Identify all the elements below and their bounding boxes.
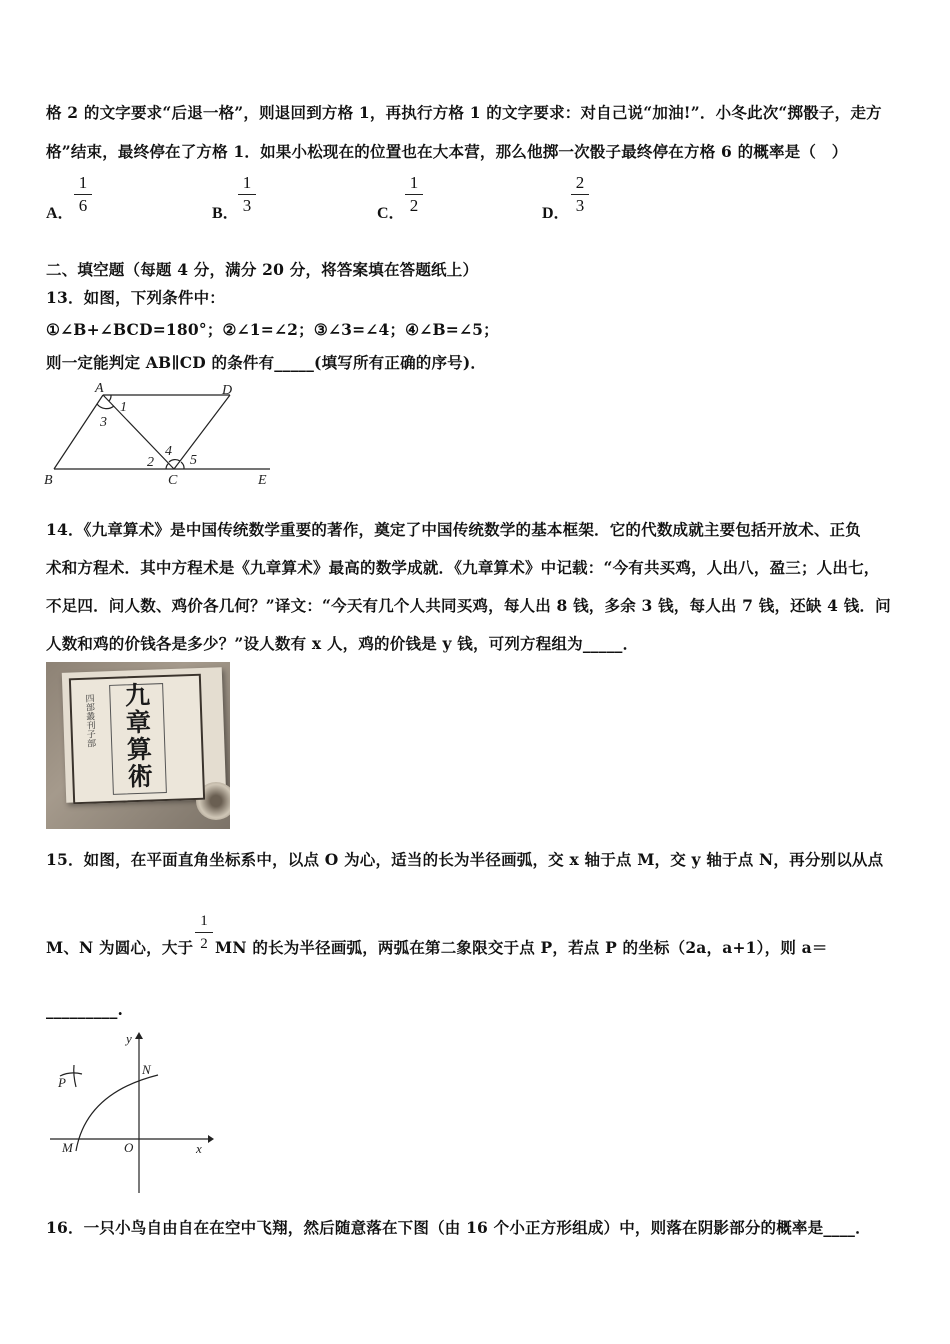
label-angle-2: 2: [147, 455, 154, 470]
book-title-char-1: 九: [124, 680, 151, 711]
label-angle-1: 1: [120, 400, 127, 415]
option-d-fraction: [571, 172, 589, 217]
q14-text-line3: 不足四．问人数、鸡价各几何？”译文：“今天有几个人共同买鸡，每人出 8 钱，多余 3 钱，每人出 7 钱，还缺 4 钱．问: [46, 596, 891, 615]
option-c-fraction: [405, 172, 423, 217]
arc-p-2: [74, 1065, 76, 1087]
option-a-fraction: [74, 172, 92, 217]
y-axis-arrow: [135, 1032, 143, 1039]
line-dc: [174, 395, 230, 469]
option-b-numerator: 1: [238, 172, 256, 195]
label-m: M: [62, 1140, 73, 1155]
book-cover: [69, 674, 205, 805]
q16-text-line1: 16．一只小鸟自由自在在空中飞翔，然后随意落在下图（由 16 个小正方形组成）中，则落在阴影部分的概率是____．: [46, 1218, 871, 1237]
q15-figure: [46, 1025, 216, 1200]
label-angle-5: 5: [190, 453, 197, 468]
q14-text-line4: 人数和鸡的价钱各是多少？”设人数有 x 人，鸡的价钱是 y 钱，可列方程组为_____．: [46, 634, 639, 653]
label-o: O: [124, 1140, 134, 1155]
q14-text-line2: 术和方程术．其中方程术是《九章算术》最高的数学成就．《九章算术》中记载：“今有共买鸡，人出八，盈三；人出七，: [46, 558, 880, 577]
label-angle-4: 4: [165, 444, 172, 459]
label-x: x: [196, 1141, 202, 1156]
option-d-denominator: 3: [575, 196, 585, 215]
book-side-label: 四部叢刊子部: [83, 693, 96, 748]
book-photo: [46, 662, 230, 829]
book-title-char-4: 術: [127, 761, 154, 792]
option-d-label: D．: [542, 205, 570, 222]
section-heading: 二、填空题（每题 4 分，满分 20 分，将答案填在答题纸上）: [46, 260, 479, 279]
q13-text-line3: 则一定能判定 AB∥CD 的条件有_____(填写所有正确的序号)．: [46, 353, 487, 372]
q13-text-line1: 13．如图，下列条件中：: [46, 288, 225, 307]
line-ab: [54, 395, 103, 469]
q12-text-line1: 格 2 的文字要求“后退一格”，则退回到方格 1，再执行方格 1 的文字要求：对自己说“加油!”．小冬此次“掷骰子，走方: [46, 103, 882, 122]
label-angle-3: 3: [100, 415, 107, 430]
book-title-char-2: 章: [125, 707, 152, 738]
angle-3-arc: [97, 404, 114, 409]
label-e: E: [258, 473, 267, 488]
angle-1-arc: [109, 395, 111, 401]
option-b-denominator: 3: [242, 196, 252, 215]
label-c: C: [168, 473, 178, 488]
book-title-char-3: 算: [126, 734, 153, 765]
option-d-numerator: 2: [571, 172, 589, 195]
q14-text-line1: 14．《九章算术》是中国传统数学重要的著作，奠定了中国传统数学的基本框架．它的代数成就主要包括开放术、正负: [46, 520, 861, 539]
option-a-label: A．: [46, 205, 74, 222]
option-a-numerator: 1: [74, 172, 92, 195]
q13-figure: [40, 378, 280, 490]
q15-fraction-denominator: 2: [200, 936, 208, 952]
label-b: B: [44, 473, 53, 488]
label-a: A: [95, 381, 104, 396]
angle-4-arc: [169, 460, 180, 462]
x-axis-arrow: [208, 1135, 214, 1143]
option-c-label: C．: [377, 205, 405, 222]
option-c-denominator: 2: [409, 196, 419, 215]
q15-fraction: [195, 910, 213, 955]
q15-text-line1: 15．如图，在平面直角坐标系中，以点 O 为心，适当的长为半径画弧，交 x 轴于点 M，交 y 轴于点 N，再分别以从点: [46, 850, 884, 869]
q12-text-line2: 格”结束，最终停在了方格 1．如果小松现在的位置也在大本营，那么他掷一次骰子最终停在方格 6 的概率是（ ）: [46, 142, 848, 161]
option-b-label: B．: [212, 205, 239, 222]
q15-answer-blank: _________.: [46, 1000, 124, 1019]
option-a-denominator: 6: [78, 196, 88, 215]
label-y: y: [126, 1031, 132, 1046]
angle-2-arc: [166, 463, 169, 469]
q15-text-line2b: MN 的长为半径画弧，两弧在第二象限交于点 P，若点 P 的坐标（2a，a+1），则 a＝: [215, 938, 828, 957]
label-d: D: [222, 383, 233, 398]
label-n: N: [142, 1062, 151, 1077]
label-p: P: [58, 1075, 66, 1090]
q15-text-line2a: M、N 为圆心，大于: [46, 938, 194, 957]
q15-fraction-numerator: 1: [195, 910, 213, 933]
angle-5-arc: [181, 462, 184, 469]
option-c-numerator: 1: [405, 172, 423, 195]
book-title: [113, 681, 165, 791]
q13-text-line2: ①∠B+∠BCD=180°；②∠1=∠2；③∠3=∠4；④∠B=∠5；: [46, 320, 499, 339]
option-b-fraction: [238, 172, 256, 217]
